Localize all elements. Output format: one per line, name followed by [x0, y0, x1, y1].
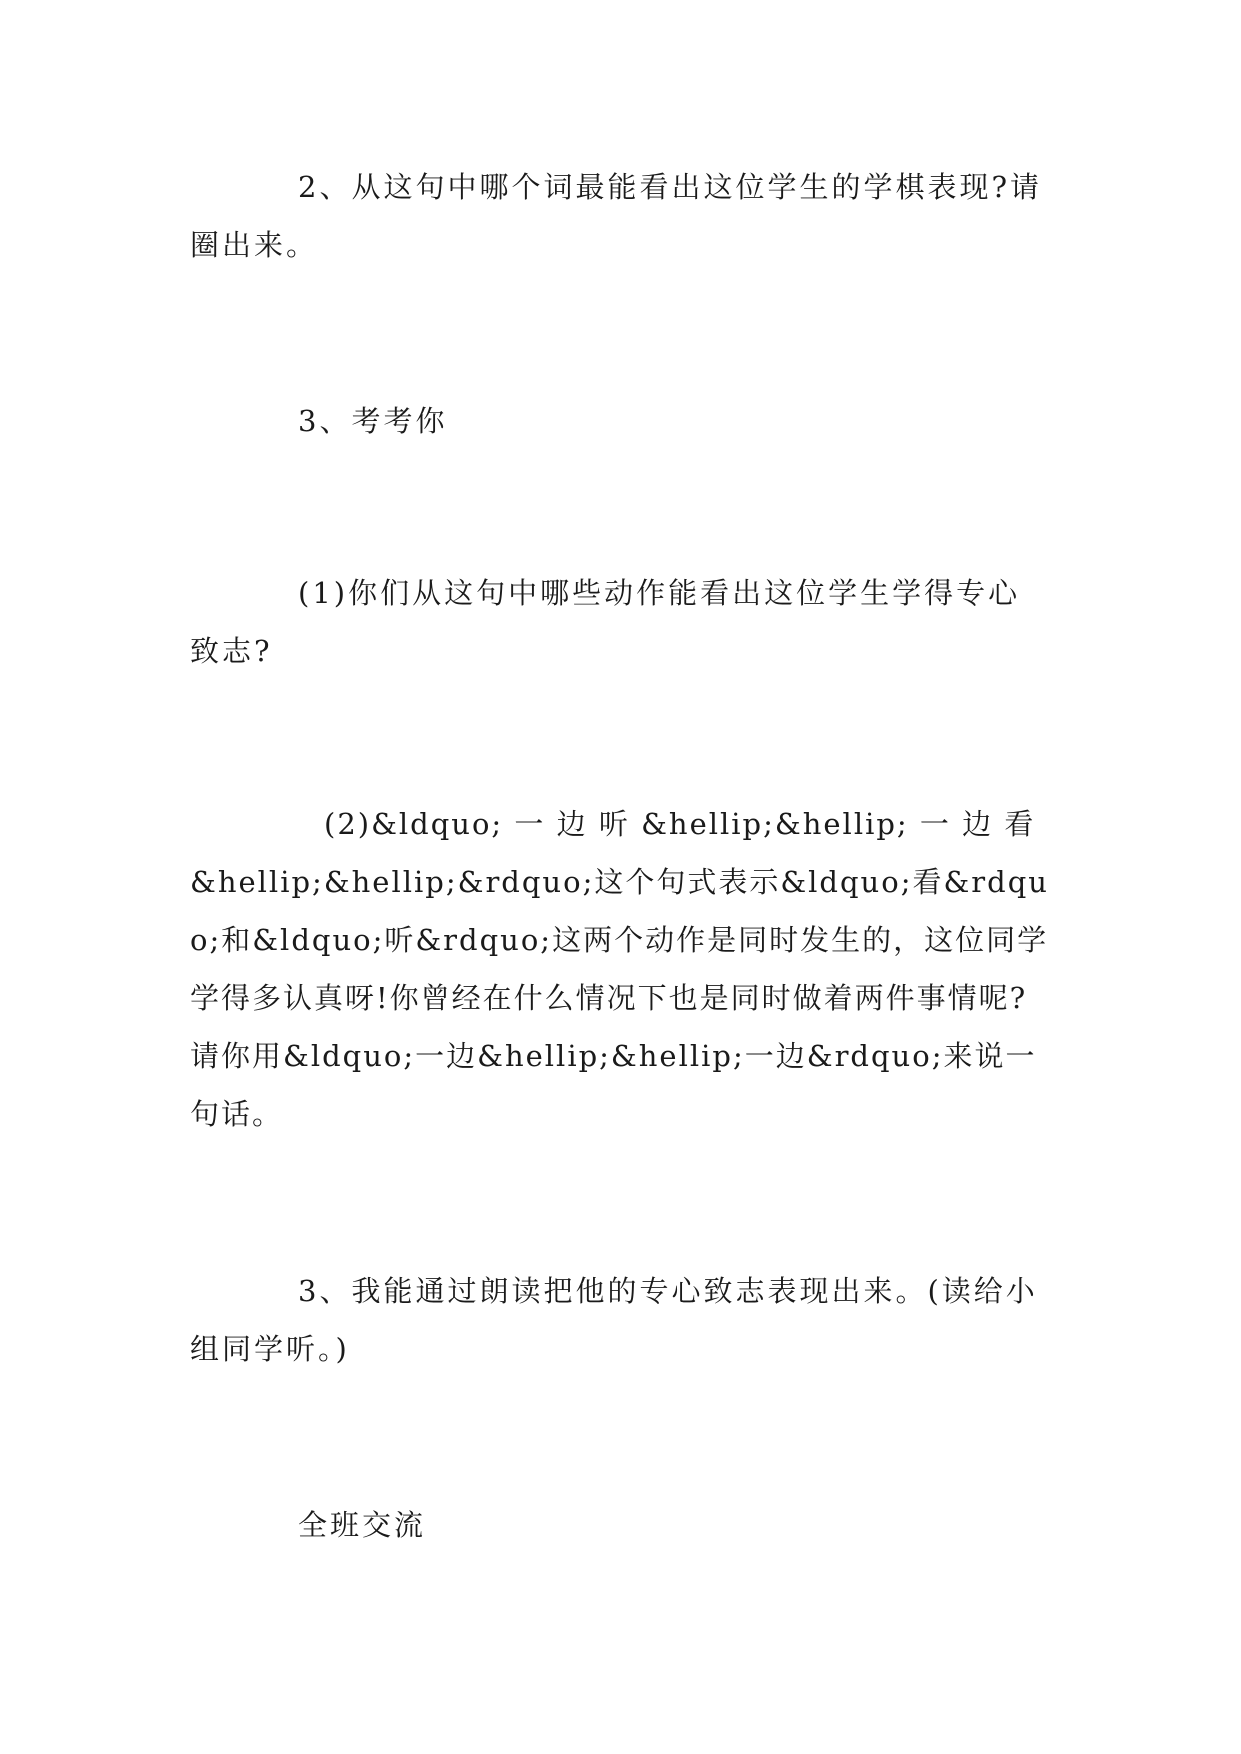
paragraph-reading-task: 3、我能通过朗读把他的专心致志表现出来。(读给小组同学听。) — [190, 1274, 1038, 1366]
paragraph-subquestion-1: (1)你们从这句中哪些动作能看出这位学生学得专心致志? — [190, 576, 1021, 668]
paragraph-heading-3: 3、考考你 — [298, 404, 448, 438]
paragraph-question-2: 2、从这句中哪个词最能看出这位学生的学棋表现?请圈出来。 — [190, 170, 1042, 262]
paragraph-class-discussion: 全班交流 — [298, 1508, 427, 1542]
paragraph-subquestion-2: (2)&ldquo; 一 边 听 &hellip;&hellip; 一 边 看 &hellip;&hellip;&rdquo;这个句式表示&ldquo;看&rdquo;和&ldquo;听&rdquo;这两个动作是同时发生的，这位同学学得多认真呀!你曾经在什么情况下也是同时做着两件事情呢?请你用&ldquo;一边&hellip;&hellip;一边&rdquo;来说一句话。 — [190, 807, 1049, 1131]
